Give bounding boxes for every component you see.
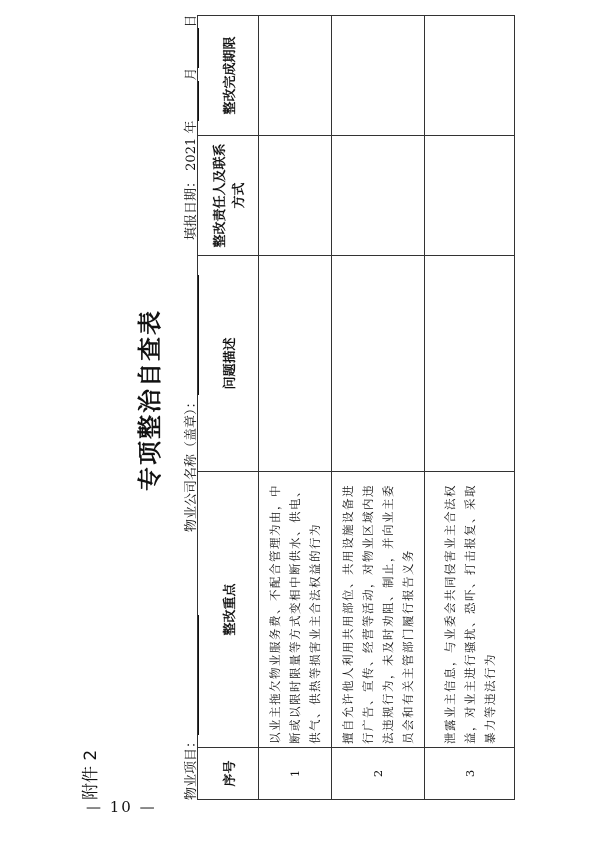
table-row: [259, 16, 332, 800]
row-focus: 以业主拖欠物业服务费、不配合管理为由，中断或以限时限量等方式变相中断供水、供电、供气、供热等损害业主合法权益的行为: [259, 472, 332, 748]
company-label: 物业公司名称（盖章）：: [184, 395, 199, 532]
row-responsible[interactable]: [425, 136, 515, 256]
table-row: [425, 16, 515, 800]
header-responsible: 整改责任人及联系方式: [198, 136, 259, 256]
row-description[interactable]: [259, 256, 332, 472]
row-number: 2: [332, 748, 425, 800]
row-responsible[interactable]: [332, 136, 425, 256]
header-focus: 整改重点: [198, 472, 259, 748]
row-deadline[interactable]: [259, 16, 332, 136]
header-description: 问题描述: [198, 256, 259, 472]
year-value: 2021 年: [184, 120, 199, 171]
self-check-table: [197, 15, 515, 800]
row-description[interactable]: [425, 256, 515, 472]
header-deadline: 整改完成期限: [198, 16, 259, 136]
row-number: 3: [425, 748, 515, 800]
row-focus: 泄露业主信息，与业委会共同侵害业主合法权益，对业主进行骚扰、恐吓、打击报复、采取暴力等违法行为: [425, 472, 515, 748]
attachment-label: 附件 2: [81, 749, 101, 800]
row-responsible[interactable]: [259, 136, 332, 256]
row-focus: 擅自允许他人利用共用部位、共用设施设备进行广告、宣传、经营等活动，对物业区域内违法违规行为，未及时劝阻、制止，并向业主委员会和有关主管部门履行报告义务: [332, 472, 425, 748]
row-deadline[interactable]: [332, 16, 425, 136]
header-no: 序号: [198, 748, 259, 800]
day-label: 日: [184, 14, 199, 28]
table-header-row: [198, 16, 259, 800]
row-description[interactable]: [332, 256, 425, 472]
month-label: 月: [184, 67, 199, 81]
row-number: 1: [259, 748, 332, 800]
row-deadline[interactable]: [425, 16, 515, 136]
date-label: 填报日期：: [184, 174, 199, 240]
page-title: 专项整治自查表: [135, 309, 164, 491]
project-label: 物业项目：: [184, 734, 199, 800]
table-row: [332, 16, 425, 800]
page-number: — 10 —: [86, 798, 157, 816]
